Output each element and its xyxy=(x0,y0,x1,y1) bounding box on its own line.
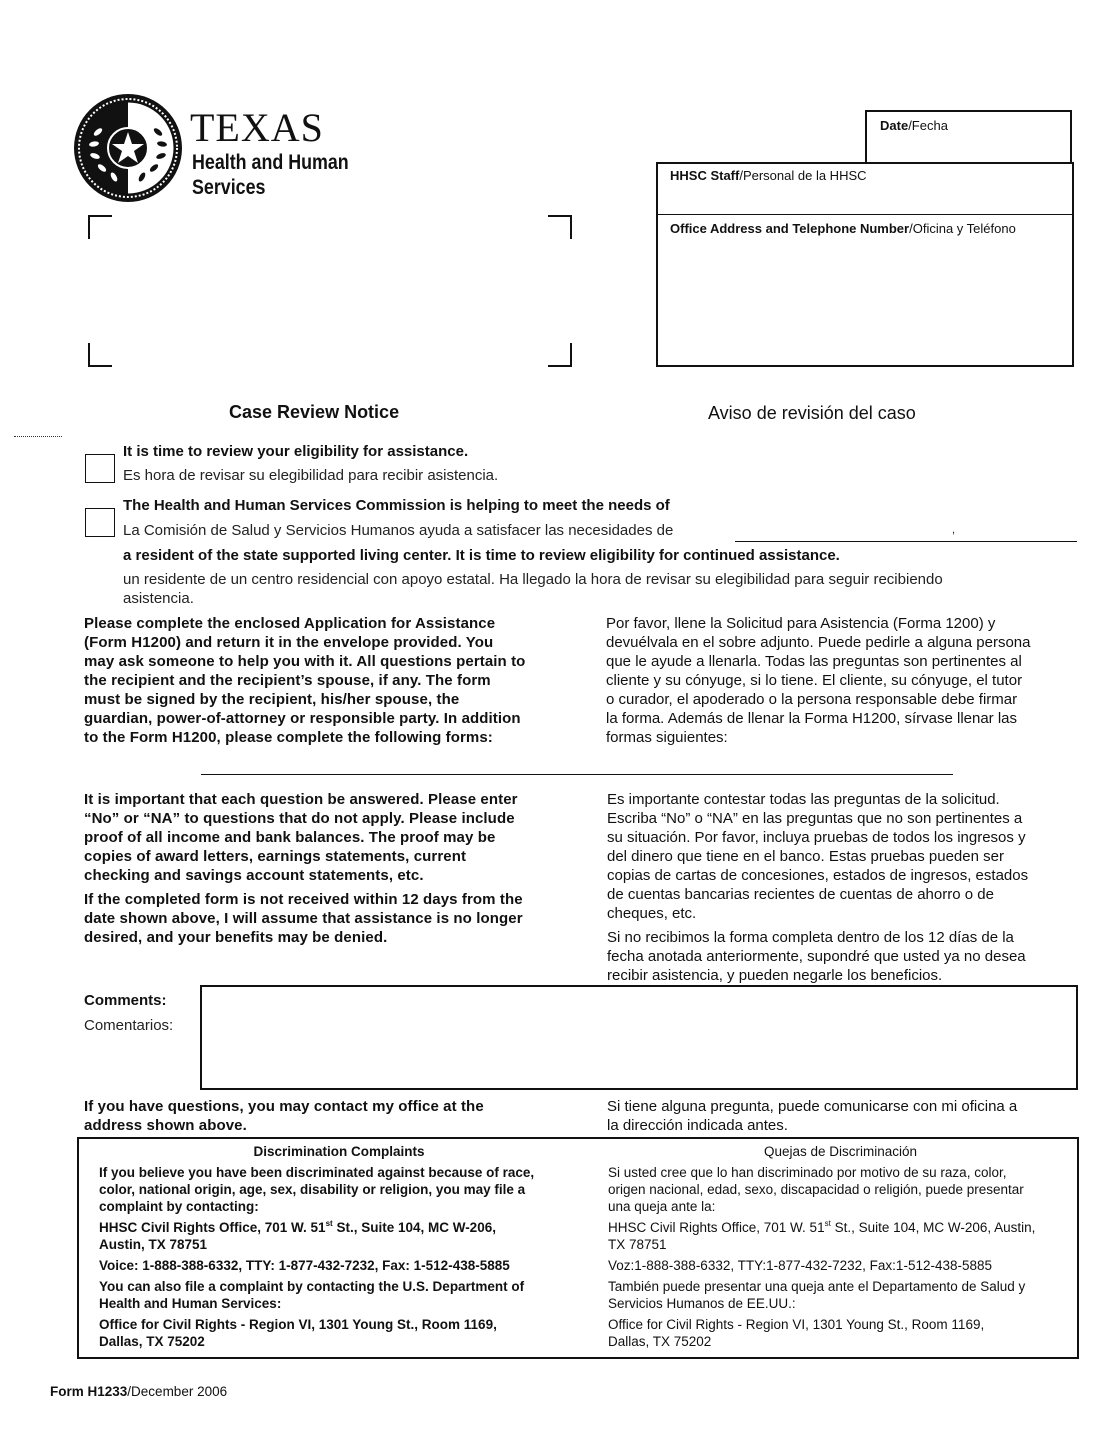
address-window-corner xyxy=(548,343,572,367)
text-line: color, national origin, age, sex, disability or religion, you may file a xyxy=(99,1182,526,1197)
hhsc-staff-field[interactable] xyxy=(670,168,867,183)
address-window-corner xyxy=(88,215,112,239)
text-line: que le ayude a llenarla. Todas las preguntas son pertinentes al xyxy=(606,653,1022,670)
text-line: la forma. Además de llenar la Forma H1200, sírvase llenar las xyxy=(606,710,1018,727)
text-line: Austin, TX 78751 xyxy=(99,1237,208,1252)
option-2-text-es: La Comisión de Salud y Servicios Humanos ayuda a satisfacer las necesidades de xyxy=(123,522,674,539)
discrimination-es xyxy=(608,1143,1073,1350)
text-line: proof of all income and bank balances. The proof may be xyxy=(84,829,496,846)
logo-texas-text: TEXAS xyxy=(190,105,324,150)
text-line: must be signed by the recipient, his/her spouse, the xyxy=(84,691,460,708)
resident-name-field[interactable] xyxy=(735,541,1077,542)
date-label-es: /Fecha xyxy=(908,118,948,133)
text-line: may ask someone to help you with it. All questions pertain to xyxy=(84,653,526,670)
text-line: (Form H1200) and return it in the envelope provided. You xyxy=(84,634,494,651)
instructions-es xyxy=(606,614,1086,747)
date-field[interactable] xyxy=(865,110,1072,163)
text-line: fecha anotada anteriormente, supondré que usted ya no desea xyxy=(607,948,1026,965)
text-line: “No” or “NA” to questions that do not apply. Please include xyxy=(84,810,515,827)
text-line: You can also file a complaint by contacting the U.S. Department of xyxy=(99,1279,525,1294)
text-line: Si usted cree que lo han discriminado por motivo de su raza, color, xyxy=(608,1165,1007,1180)
option-1-text-es: Es hora de revisar su elegibilidad para recibir asistencia. xyxy=(123,467,499,484)
blank-separator: , xyxy=(952,524,956,536)
text-line: la dirección indicada antes. xyxy=(607,1117,788,1134)
text-line: Por favor, llene la Solicitud para Asistencia (Forma 1200) y xyxy=(606,615,996,632)
text-line: Dallas, TX 75202 xyxy=(99,1334,205,1349)
text-line: complaint by contacting: xyxy=(99,1199,259,1214)
date-label xyxy=(880,118,948,133)
text-line: recibir asistencia, y pueden negarle los beneficios. xyxy=(607,967,943,984)
text-line: address shown above. xyxy=(84,1117,247,1134)
review-eligibility-checkbox[interactable] xyxy=(85,454,115,483)
text-line: Dallas, TX 75202 xyxy=(608,1334,712,1349)
page-title: Case Review Notice xyxy=(229,402,400,422)
address-window-corner xyxy=(548,215,572,239)
text-line: date shown above, I will assume that assistance is no longer xyxy=(84,910,523,927)
text-line: una queja ante la: xyxy=(608,1199,716,1214)
divider xyxy=(656,214,1074,215)
text-line: Office for Civil Rights - Region VI, 1301 Young St., Room 1169, xyxy=(99,1317,497,1332)
text-line: the recipient and the recipient’s spouse, if any. The form xyxy=(84,672,491,689)
discrimination-heading: Discrimination Complaints xyxy=(253,1144,425,1159)
text-line: Si tiene alguna pregunta, puede comunicarse con mi oficina a xyxy=(607,1098,1018,1115)
text-fragment: HHSC Civil Rights Office, 701 W. 51 xyxy=(608,1220,825,1235)
discrimination-heading-es: Quejas de Discriminación xyxy=(763,1144,918,1159)
text-line: It is important that each question be answered. Please enter xyxy=(84,791,518,808)
text-line: copies of award letters, earnings statements, current xyxy=(84,848,467,865)
text-line: de cuentas bancarias recientes de cuentas de ahorro o de xyxy=(607,886,994,903)
comments-textarea[interactable] xyxy=(200,985,1078,1090)
text-line: origen nacional, edad, sexo, discapacidad o religión, puede presentar xyxy=(608,1182,1024,1197)
additional-forms-field[interactable] xyxy=(201,774,953,775)
text-line: devuélvala en el sobre adjunto. Puede pedirle a alguna persona xyxy=(606,634,1031,651)
text-line: desired, and your benefits may be denied. xyxy=(84,929,388,946)
hhsc-address xyxy=(99,1219,579,1236)
text-line: También puede presentar una queja ante el Departamento de Salud y xyxy=(608,1279,1026,1294)
form-footer xyxy=(50,1384,227,1399)
text-fragment: st xyxy=(824,1219,831,1228)
office-label-es: /Oficina y Teléfono xyxy=(909,221,1016,236)
option-2-text-continued: a resident of the state supported living center. It is time to review eligibility for continued assistance. xyxy=(123,547,840,564)
comments-label-es: Comentarios: xyxy=(84,1017,174,1034)
logo-line-2: Health and Human xyxy=(192,151,349,174)
text-line: su situación. Por favor, incluya pruebas de todos los ingresos y xyxy=(607,829,1026,846)
address-window-corner xyxy=(88,343,112,367)
staff-office-box xyxy=(656,162,1074,367)
staff-label-en: HHSC Staff xyxy=(670,168,740,183)
text-line: del dinero que tiene en el banco. Estas pruebas pueden ser xyxy=(607,848,1004,865)
contact-phones: Voice: 1-888-388-6332, TTY: 1-877-432-7232, Fax: 1-512-438-5885 xyxy=(99,1258,510,1273)
option-2-text-es-continued: un residente de un centro residencial con apoyo estatal. Ha llegado la hora de revisar su elegibilidad para seguir recibiendo xyxy=(123,571,943,588)
contact-phones-es: Voz:1-888-388-6332, TTY:1-877-432-7232, Fax:1-512-438-5885 xyxy=(608,1258,993,1273)
text-line: Si no recibimos la forma completa dentro de los 12 días de la xyxy=(607,929,1014,946)
date-label-en: Date xyxy=(880,118,909,133)
text-line: If you have questions, you may contact my office at the xyxy=(84,1098,484,1115)
hhsc-address-es xyxy=(608,1219,1073,1236)
text-fragment: St., Suite 104, MC W-206, Austin, xyxy=(830,1220,1036,1235)
option-2-text: The Health and Human Services Commission is helping to meet the needs of xyxy=(123,497,670,514)
office-label-en: Office Address and Telephone Number xyxy=(670,221,910,236)
important-es xyxy=(607,790,1087,985)
text-line: formas siguientes: xyxy=(606,729,728,746)
logo-agency-text xyxy=(192,150,349,200)
important-en xyxy=(84,790,584,947)
state-living-center-checkbox[interactable] xyxy=(85,508,115,537)
text-fragment: St., Suite 104, MC W-206, xyxy=(332,1220,496,1235)
texas-seal-logo-icon xyxy=(72,92,184,204)
text-line: cliente y su cónyuge, si lo tiene. El cliente, su cónyuge, el tutor xyxy=(606,672,1023,689)
text-fragment: st xyxy=(325,1219,333,1228)
text-line: o curador, el apoderado o la persona responsable debe firmar xyxy=(606,691,1018,708)
fold-mark xyxy=(14,436,62,437)
text-line: Es importante contestar todas las preguntas de la solicitud. xyxy=(607,791,1000,808)
logo-line-3: Services xyxy=(192,176,266,199)
questions-es xyxy=(607,1097,1087,1135)
text-line: Servicios Humanos de EE.UU.: xyxy=(608,1296,796,1311)
form-number: Form H1233 xyxy=(50,1384,128,1399)
text-line: cheques, etc. xyxy=(607,905,697,922)
text-line: to the Form H1200, please complete the following forms: xyxy=(84,729,493,746)
text-line: copias de cartas de concesiones, estados de ingresos, estados xyxy=(607,867,1029,884)
text-line: guardian, power-of-attorney or responsible party. In addition xyxy=(84,710,521,727)
text-line: Health and Human Services: xyxy=(99,1296,282,1311)
text-line: checking and savings account statements, etc. xyxy=(84,867,424,884)
text-line: Please complete the enclosed Application for Assistance xyxy=(84,615,496,632)
form-date: /December 2006 xyxy=(127,1384,228,1399)
questions-en xyxy=(84,1097,584,1135)
comments-label: Comments: xyxy=(84,992,167,1009)
office-address-field[interactable] xyxy=(670,221,1016,236)
text-fragment: HHSC Civil Rights Office, 701 W. 51 xyxy=(99,1220,326,1235)
option-1-text: It is time to review your eligibility for assistance. xyxy=(123,443,469,460)
discrimination-en xyxy=(99,1143,579,1350)
page-title-spanish: Aviso de revisión del caso xyxy=(708,403,916,423)
instructions-en xyxy=(84,614,584,747)
staff-label-es: /Personal de la HHSC xyxy=(739,168,867,183)
text-line: Office for Civil Rights - Region VI, 1301 Young St., Room 1169, xyxy=(608,1317,985,1332)
text-line: TX 78751 xyxy=(608,1237,667,1252)
option-2-text-es-end: asistencia. xyxy=(123,590,194,607)
text-line: If the completed form is not received within 12 days from the xyxy=(84,891,523,908)
text-line: Escriba “No” o “NA” en las preguntas que no son pertinentes a xyxy=(607,810,1023,827)
text-line: If you believe you have been discriminated against because of race, xyxy=(99,1165,535,1180)
